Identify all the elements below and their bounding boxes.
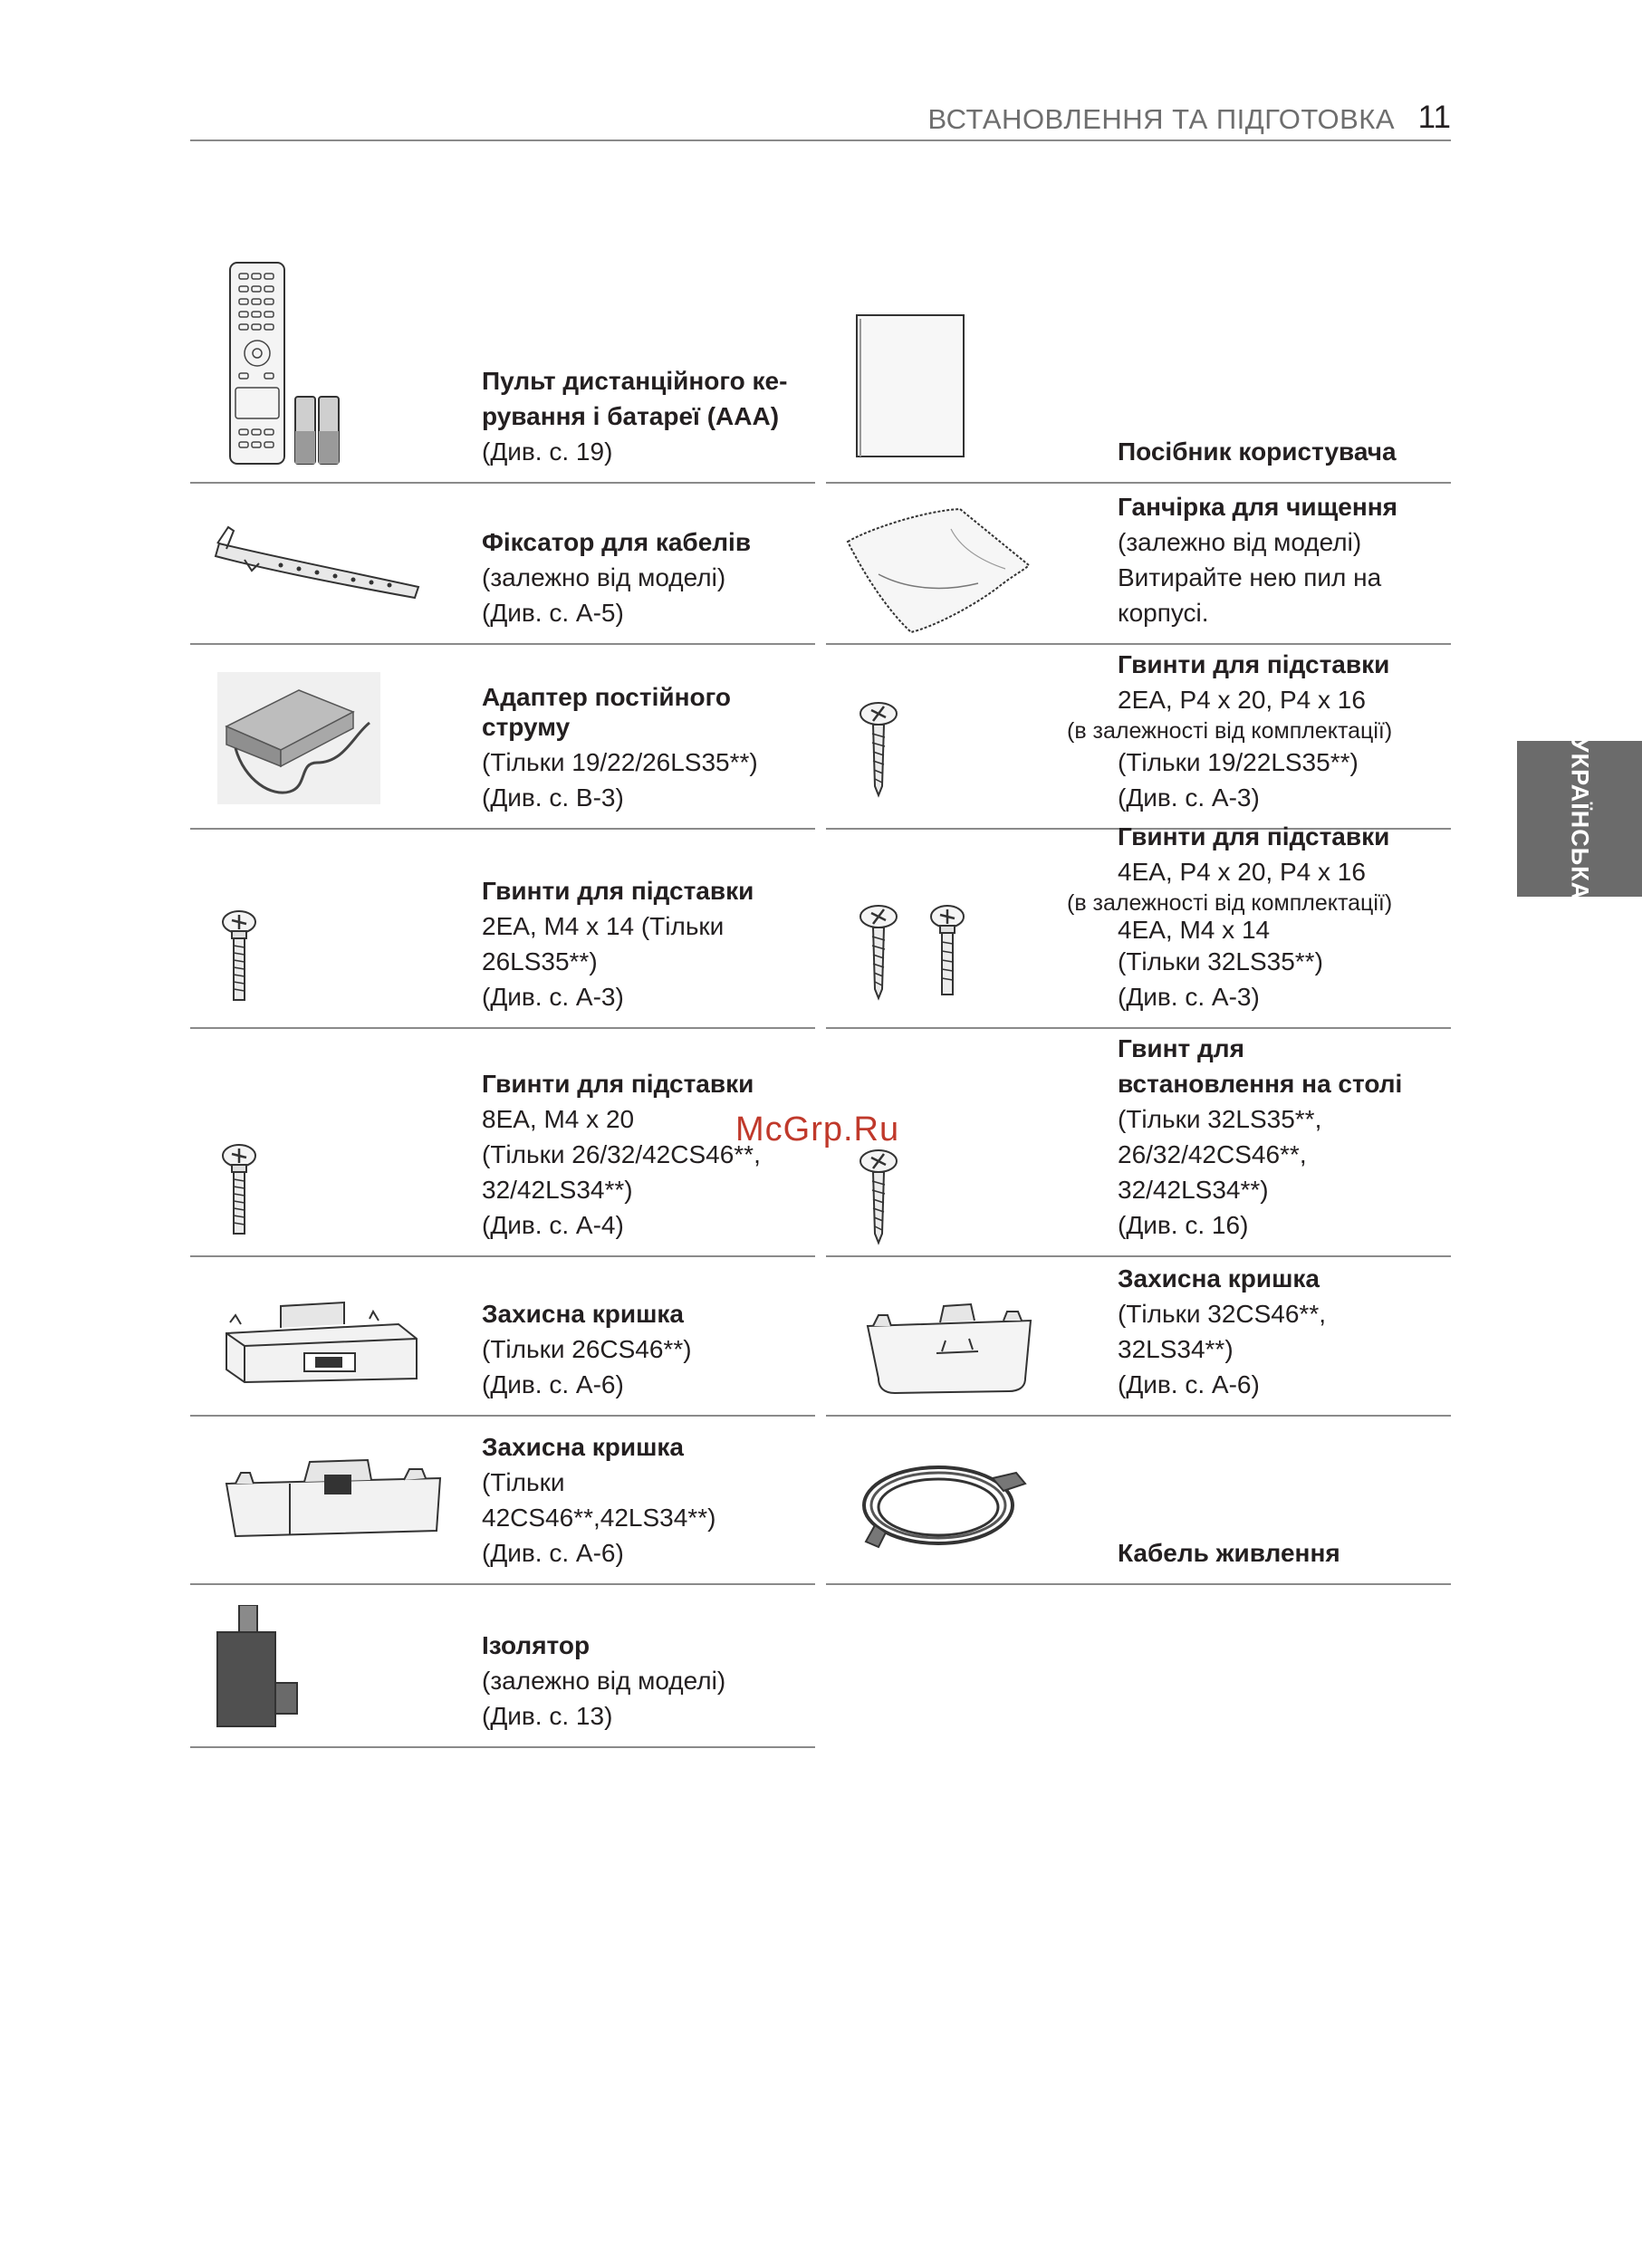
accessory-item bbox=[190, 645, 815, 830]
accessory-title: Гвинти для підставки bbox=[1118, 650, 1390, 678]
page-header bbox=[190, 98, 1451, 141]
accessory-item bbox=[826, 484, 1451, 645]
accessory-title: Захисна кришка bbox=[1118, 1264, 1320, 1293]
accessory-item bbox=[826, 1417, 1451, 1585]
accessory-detail: 26LS35**) bbox=[482, 947, 598, 975]
accessory-detail: (Див. с. A-5) bbox=[482, 599, 624, 627]
accessory-detail: (Див. с. A-4) bbox=[482, 1211, 624, 1239]
accessory-detail: 2EA, P4 x 20, P4 x 16 bbox=[1118, 686, 1366, 714]
accessory-detail: (Тільки 26/32/42CS46**, bbox=[482, 1140, 761, 1168]
accessory-detail: 32/42LS34**) bbox=[1118, 1176, 1269, 1204]
accessory-detail: (залежно від моделі) bbox=[482, 563, 726, 591]
accessory-item bbox=[190, 1029, 815, 1257]
accessory-text bbox=[1067, 647, 1451, 815]
accessory-text bbox=[482, 1066, 815, 1243]
accessory-item bbox=[190, 1417, 815, 1585]
accessory-item bbox=[190, 1585, 815, 1748]
accessory-detail: (Див. с. B-3) bbox=[482, 783, 624, 812]
accessory-detail: (Див. с. 19) bbox=[482, 437, 613, 466]
accessory-text bbox=[482, 679, 815, 815]
accessory-title: Пульт дистанційного ке- bbox=[482, 367, 788, 395]
accessory-text bbox=[482, 1296, 815, 1402]
accessory-detail: корпусі. bbox=[1118, 599, 1209, 627]
accessory-item bbox=[826, 254, 1451, 484]
accessory-detail: (Тільки 19/22LS35**) bbox=[1118, 748, 1359, 776]
accessory-text bbox=[1118, 434, 1451, 469]
stand-screw-icon bbox=[212, 1143, 266, 1243]
accessory-item bbox=[826, 1029, 1451, 1257]
cleaning-cloth-icon bbox=[842, 502, 1042, 638]
accessory-detail: Витирайте нею пил на bbox=[1118, 563, 1382, 591]
accessory-title: Гвинт для bbox=[1118, 1034, 1244, 1062]
accessory-detail: (Див. с. A-3) bbox=[1118, 983, 1260, 1011]
accessory-detail: (Тільки bbox=[482, 1468, 565, 1496]
accessory-detail: (Тільки 32CS46**, bbox=[1118, 1300, 1327, 1328]
accessory-title: Гвинти для підставки bbox=[482, 1070, 754, 1098]
accessory-detail: 32/42LS34**) bbox=[482, 1176, 633, 1204]
accessory-title: струму bbox=[482, 713, 571, 741]
remote-control-icon bbox=[208, 261, 353, 469]
accessory-title: рування і батареї (AAA) bbox=[482, 402, 780, 430]
accessory-title: Адаптер постійного bbox=[482, 683, 731, 711]
accessory-detail: (Див. с. A-6) bbox=[1118, 1370, 1260, 1398]
accessory-detail: 4EA, M4 x 14 bbox=[1118, 916, 1271, 944]
accessory-note: (в залежності від комплектації) bbox=[1067, 890, 1393, 916]
accessory-detail: (Див. с. A-6) bbox=[482, 1370, 624, 1398]
accessory-detail: 8EA, M4 x 20 bbox=[482, 1105, 635, 1133]
protection-cover-wide-icon bbox=[223, 1447, 449, 1547]
watermark: McGrp.Ru bbox=[735, 1110, 900, 1148]
accessory-detail: (Див. с. 13) bbox=[482, 1702, 613, 1730]
accessory-item bbox=[190, 254, 815, 484]
accessories-left-column bbox=[190, 254, 815, 1748]
accessory-detail: 2EA, M4 x 14 (Тільки bbox=[482, 912, 725, 940]
accessory-detail: (Тільки 26CS46**) bbox=[482, 1335, 692, 1363]
accessory-text bbox=[1118, 1031, 1451, 1243]
accessory-detail: (залежно від моделі) bbox=[1118, 528, 1362, 556]
desk-mount-screw-icon bbox=[857, 1148, 902, 1248]
accessory-title: Кабель живлення bbox=[1118, 1539, 1340, 1567]
language-tab bbox=[1517, 736, 1642, 901]
accessory-text bbox=[482, 1429, 815, 1571]
accessory-text bbox=[482, 1628, 815, 1734]
stand-screws-pair-icon bbox=[857, 904, 975, 1004]
accessory-detail: 26/32/42CS46**, bbox=[1118, 1140, 1307, 1168]
accessory-detail: 42CS46**,42LS34**) bbox=[482, 1504, 716, 1532]
accessory-detail: (Тільки 19/22/26LS35**) bbox=[482, 748, 758, 776]
accessory-text bbox=[1118, 1261, 1451, 1402]
accessory-note: (в залежності від комплектації) bbox=[1067, 718, 1393, 744]
accessory-item bbox=[190, 830, 815, 1029]
accessory-text bbox=[482, 524, 815, 630]
protection-cover-icon bbox=[217, 1288, 426, 1388]
stand-screw-icon bbox=[212, 909, 266, 1009]
accessory-detail: (залежно від моделі) bbox=[482, 1667, 726, 1695]
accessory-detail: 4EA, P4 x 20, P4 x 16 bbox=[1118, 858, 1366, 886]
accessory-title: Гвинти для підставки bbox=[482, 877, 754, 905]
accessory-item bbox=[826, 822, 1451, 1029]
stand-screw-icon bbox=[857, 701, 902, 801]
accessory-title: Захисна кришка bbox=[482, 1300, 684, 1328]
accessory-title: Ізолятор bbox=[482, 1631, 591, 1659]
power-cord-icon bbox=[857, 1453, 1038, 1562]
accessory-title: Захисна кришка bbox=[482, 1433, 684, 1461]
accessory-title: Гвинти для підставки bbox=[1118, 822, 1390, 850]
accessory-detail: (Тільки 32LS35**, bbox=[1118, 1105, 1322, 1133]
accessory-text bbox=[1118, 489, 1451, 630]
accessory-detail: (Див. с. 16) bbox=[1118, 1211, 1249, 1239]
manual-icon bbox=[851, 313, 978, 467]
accessory-text bbox=[1067, 819, 1451, 1014]
accessory-title: встановлення на столі bbox=[1118, 1070, 1403, 1098]
accessory-detail: (Див. с. A-3) bbox=[482, 983, 624, 1011]
isolator-icon bbox=[214, 1605, 313, 1732]
accessories-right-column bbox=[826, 254, 1451, 1585]
accessory-item bbox=[190, 484, 815, 645]
accessory-detail: 32LS34**) bbox=[1118, 1335, 1234, 1363]
dc-adapter-icon bbox=[217, 672, 380, 808]
accessory-text bbox=[482, 873, 815, 1014]
accessory-item bbox=[190, 1257, 815, 1417]
accessory-detail: (Тільки 32LS35**) bbox=[1118, 947, 1323, 975]
language-tab-label: УКРАЇНСЬКА bbox=[1566, 736, 1594, 901]
accessory-title: Посібник користувача bbox=[1118, 437, 1397, 466]
page-number: 11 bbox=[1417, 100, 1451, 135]
protection-cover-icon bbox=[859, 1293, 1040, 1402]
accessory-item bbox=[826, 1257, 1451, 1417]
accessory-title: Фіксатор для кабелів bbox=[482, 528, 752, 556]
accessory-item bbox=[826, 645, 1451, 830]
header-title: ВСТАНОВЛЕННЯ ТА ПІДГОТОВКА bbox=[927, 103, 1395, 135]
cable-holder-icon bbox=[208, 524, 426, 614]
accessory-text bbox=[482, 363, 815, 469]
accessory-detail: (Див. с. A-6) bbox=[482, 1539, 624, 1567]
accessory-title: Ганчірка для чищення bbox=[1118, 493, 1397, 521]
accessory-detail: (Див. с. A-3) bbox=[1118, 783, 1260, 812]
accessory-text bbox=[1118, 1535, 1451, 1571]
